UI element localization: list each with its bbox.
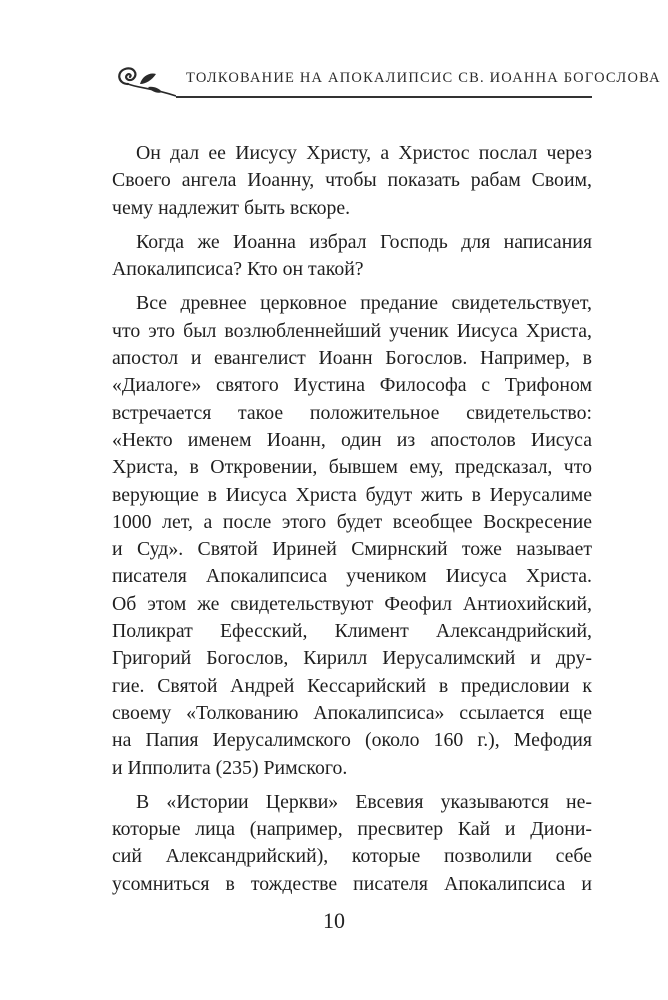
text-line: 1000 лет, а после этого будет всеобщее Воскресение — [112, 510, 592, 533]
text-line: что это был возлюбленнейший ученик Иисуса Христа, — [112, 319, 592, 342]
text-line: встречается такое положительное свидетельство: — [112, 401, 592, 424]
page-number: 10 — [323, 908, 345, 933]
text-line: Своего ангела Иоанну, чтобы показать рабам Своим, — [112, 169, 592, 192]
text-line: В «Истории Церкви» Евсевия указываются не- — [136, 790, 592, 813]
running-header — [112, 58, 661, 98]
text-line: гие. Святой Андрей Кессарийский в предисловии к — [112, 674, 592, 697]
text-line: на Папия Иерусалимского (около 160 г.), Мефодия — [112, 729, 592, 752]
text-line: и Суд». Святой Ириней Смирнский тоже называет — [112, 538, 592, 561]
text-line: Григорий Богослов, Кирилл Иерусалимский и дру- — [112, 647, 592, 670]
running-title: ТОЛКОВАНИЕ НА АПОКАЛИПСИС СВ. ИОАННА БОГОСЛОВА — [186, 70, 661, 86]
text-line: своему «Толкованию Апокалипсиса» ссылается еще — [112, 701, 592, 724]
text-line: «Диалоге» святого Иустина Философа с Трифоном — [112, 374, 592, 397]
text-line: Он дал ее Иисусу Христу, а Христос послал через — [136, 142, 592, 164]
text-line: и Ипполита (235) Римского. — [112, 756, 348, 779]
text-line: Когда же Иоанна избрал Господь для написания — [136, 230, 592, 253]
paragraph — [112, 229, 592, 284]
paragraph — [112, 789, 592, 898]
text-line: Об этом же свидетельствуют Феофил Антиохийский, — [112, 592, 592, 615]
text-line: «Некто именем Иоанн, один из апостолов Иисуса — [112, 428, 592, 451]
text-line: сий Александрийский), которые позволили себе — [112, 845, 592, 868]
paragraph — [112, 290, 592, 781]
text-line: которые лица (например, пресвитер Кай и Диони- — [112, 818, 592, 841]
paragraph — [112, 140, 592, 222]
header-rule — [176, 96, 592, 98]
text-line: Апокалипсиса? Кто он такой? — [112, 258, 364, 281]
text-line: писателя Апокалипсиса учеником Иисуса Христа. — [112, 565, 592, 588]
text-line: апостол и евангелист Иоанн Богослов. Например, в — [112, 347, 592, 370]
text-line: чему надлежит быть вскоре. — [112, 196, 351, 219]
text-line: Поликрат Ефесский, Климент Александрийский, — [112, 620, 592, 643]
text-line: Все древнее церковное предание свидетельствует, — [136, 292, 592, 315]
text-line: Христа, в Откровении, бывшем ему, предсказал, что — [112, 456, 592, 479]
text-line: верующие в Иисуса Христа будут жить в Иерусалиме — [112, 483, 592, 506]
swirl-leaf-ornament-icon — [112, 58, 176, 98]
body-text — [112, 140, 592, 905]
text-line: усомниться в тождестве писателя Апокалипсиса и — [112, 872, 592, 895]
